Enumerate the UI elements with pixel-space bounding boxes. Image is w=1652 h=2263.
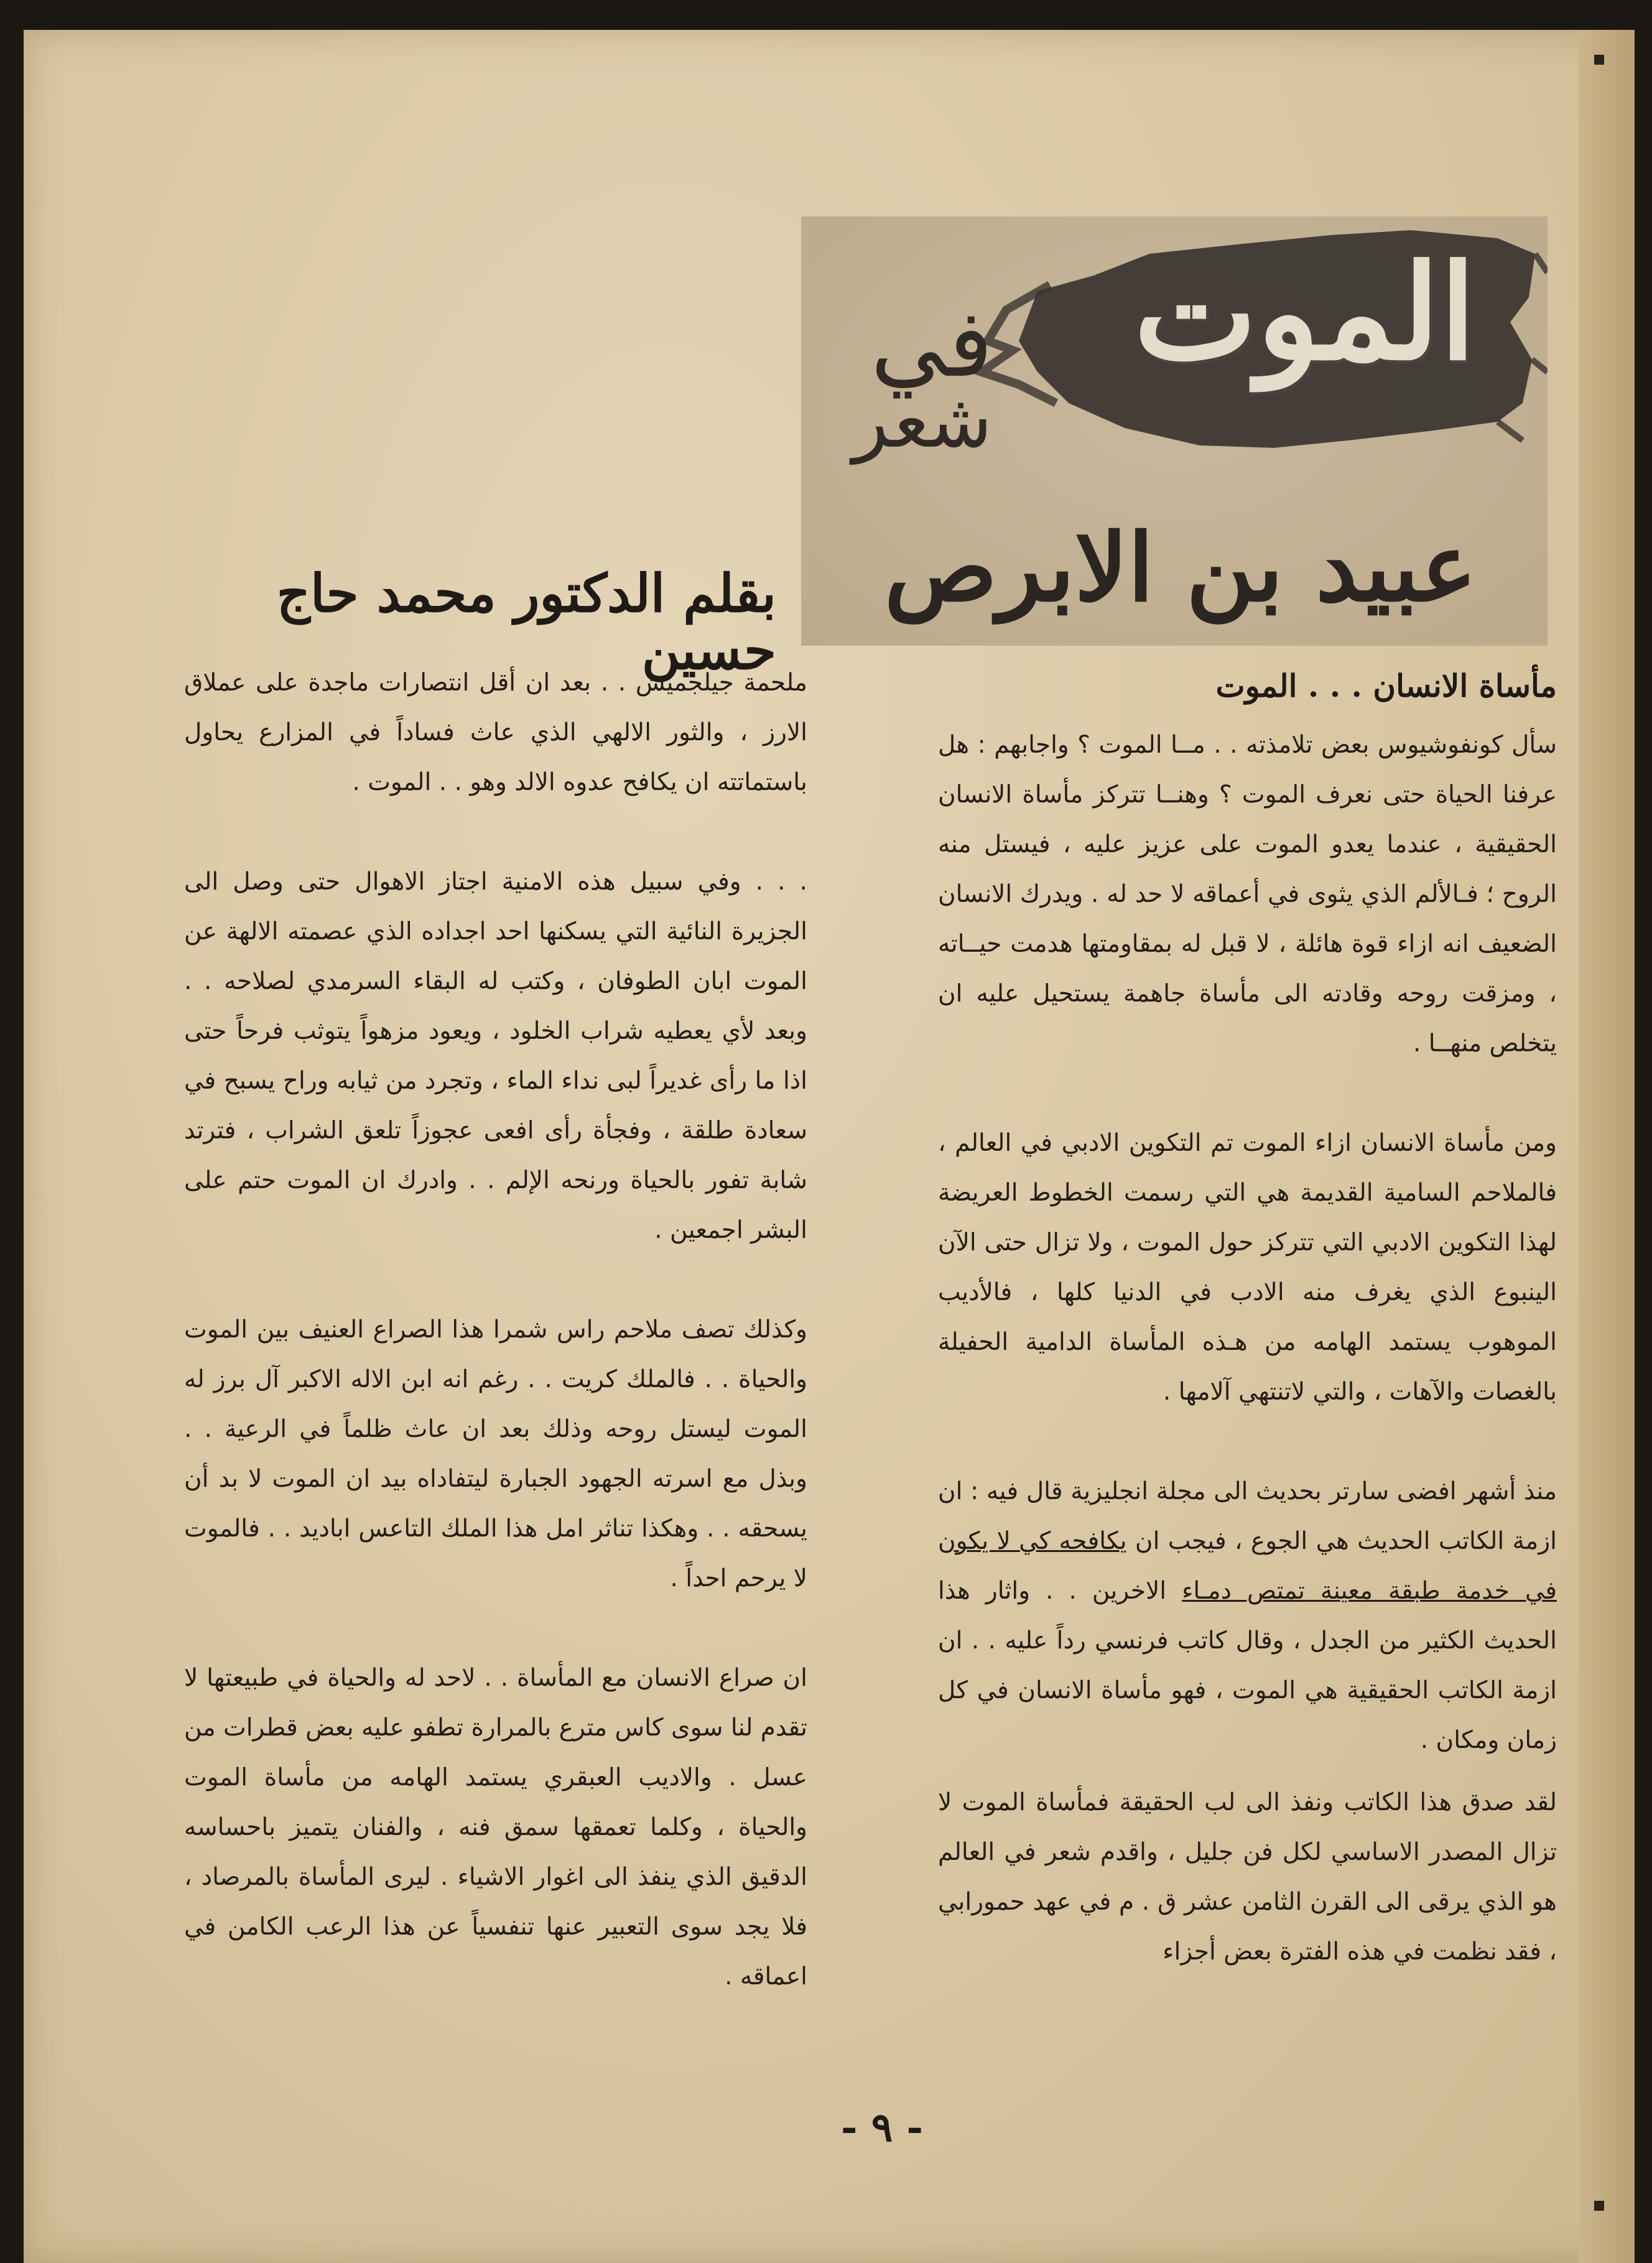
paragraph-text: منذ أشهر افضى سارتر بحديث الى مجلة انجليزية قال فيه : ان ازمة الكاتب الحديث هي الجوع ، فيجب ان <box>938 1477 1557 1555</box>
paragraph: ومن مأساة الانسان ازاء الموت تم التكوين الادبي في العالم ، فالملاحم السامية القديمة هي التي رسمت الخطوط العريضة لهذا التكوين الادبي التي تتركز حول الموت ، ولا تزال حتى الآن الينبوع الذي يغرف منه الادب في الدنيا كلها ، فالأديب الموهوب يستمد الهامه من هـذه المأساة الدامية الحفيلة بالغصات والآهات ، والتي لاتنتهي آلامها . <box>938 1129 1557 1406</box>
title-death: الموت <box>1134 236 1476 389</box>
left-column <box>184 658 807 2052</box>
binding-mark <box>1594 2201 1604 2211</box>
section-heading: مأساة الانسان . . . الموت <box>1215 667 1557 704</box>
paragraph <box>938 1467 1557 1765</box>
binding-mark <box>1594 55 1604 65</box>
title-poetry: شعر <box>852 378 993 465</box>
paragraph: وكذلك تصف ملاحم راس شمرا هذا الصراع العنيف بين الموت والحياة . . فالملك كريت . . رغم انه ابن الاله الاكبر آل برز له الموت ليستل روحه وذلك بعد ان عاث ظلماً في الرعية . . وبذل مع اسرته الجهود الجبارة ليتفاداه بيد ان الموت لا بد أن يسحقه . . وهكذا تناثر امل هذا الملك التاعس ابادید . . فالموت لا يرحم احداً . <box>184 1316 807 1592</box>
page-spine <box>1579 30 1635 2263</box>
paragraph: سأل كونفوشيوس بعض تلامذته . . مــا الموت ؟ واجابهم : هل عرفنا الحياة حتى نعرف الموت ؟ وهنــا تتركز مأساة الانسان الحقيقية ، عندما يعدو الموت على عزيز عليه ، فيستل منه الروح ؛ فـالألم الذي يثوى في أعماقه لا حد له . ويدرك الانسان الضعيف انه ازاء قوة هائلة ، لا قبل له بمقاومتها هدمت حيــاته ، ومزقت روحه وقادته الى مأساة جاهمة يستحيل عليه ان يتخلص منهــا . <box>938 731 1557 1057</box>
title-in: في <box>870 290 993 398</box>
paragraph: ان صراع الانسان مع المأساة . . لاحد له والحياة في طبيعتها لا تقدم لنا سوى كاس مترع بالمرارة تطفو عليه بعض قطرات من عسل . والاديب العبقري يستمد الهامه من مأساة الموت والحياة ، وكلما تعمقها سمق فنه ، والفنان يتميز باحساسه الدقيق الذي ينفذ الى اغوار الاشياء . ليرى المأساة بالمرصاد ، فلا يجد سوى التعبير عنها تنفسياً عن هذا الرعب الكامن في اعماقه . <box>184 1664 807 1991</box>
magazine-page <box>24 30 1635 2263</box>
page-number: - ٩ - <box>840 2104 924 2151</box>
right-column <box>938 658 1557 2027</box>
underlined-text: يكافحه كي لا يكون في خدمة طبقة معينة تمتص دمـاء <box>938 1527 1557 1605</box>
paragraph: . . . وفي سبيل هذه الامنية اجتاز الاهوال حتى وصل الى الجزيرة النائية التي يسكنها احد اجداده الذي عصمته الالهة عن الموت ابان الطوفان ، وكتب له البقاء السرمدي لصلاحه . . وبعد لأي يعطيه شراب الخلود ، ويعود مزهواً يتوثب فرحاً حتى اذا ما رأى غديراً لبى نداء الماء ، وتجرد من ثيابه وراح يسبح في سعادة طلقة ، وفجأة رأى افعى عجوزاً تلعق الشراب ، فترتد شابة تفور بالحياة ورنحه الإلم . . وادرك ان الموت حتم على البشر اجمعين . <box>184 868 807 1244</box>
paragraph: لقد صدق هذا الكاتب ونفذ الى لب الحقيقة فمأساة الموت لا تزال المصدر الاساسي لكل فن جليل ، واقدم شعر في العالم هو الذي يرقى الى القرن الثامن عشر ق . م في عهد حمورابي ، فقد نظمت في هذه الفترة بعض أجزاء <box>938 1788 1557 1966</box>
author-byline: بقلم الدكتور محمد حاج حسين <box>276 562 776 682</box>
title-poet-name: عبيد بن الابرص <box>884 513 1477 623</box>
paragraph-text: الاخرين . . واثار هذا الحديث الكثير من الجدل ، وقال كاتب فرنسي رداً عليه . . ان ازمة الكاتب الحقيقية هي الموت ، فهو مأساة الانسان في كل زمان ومكان . <box>938 1577 1557 1754</box>
paragraph: ملحمة جيلجميش . . بعد ان أقل انتصارات ماجدة على عملاق الارز ، والثور الالهي الذي عاث فساداً في المزارع يحاول باستماتته ان يكافح عدوه الالد وهو . . الموت . <box>184 669 807 796</box>
title-banner <box>801 216 1548 646</box>
